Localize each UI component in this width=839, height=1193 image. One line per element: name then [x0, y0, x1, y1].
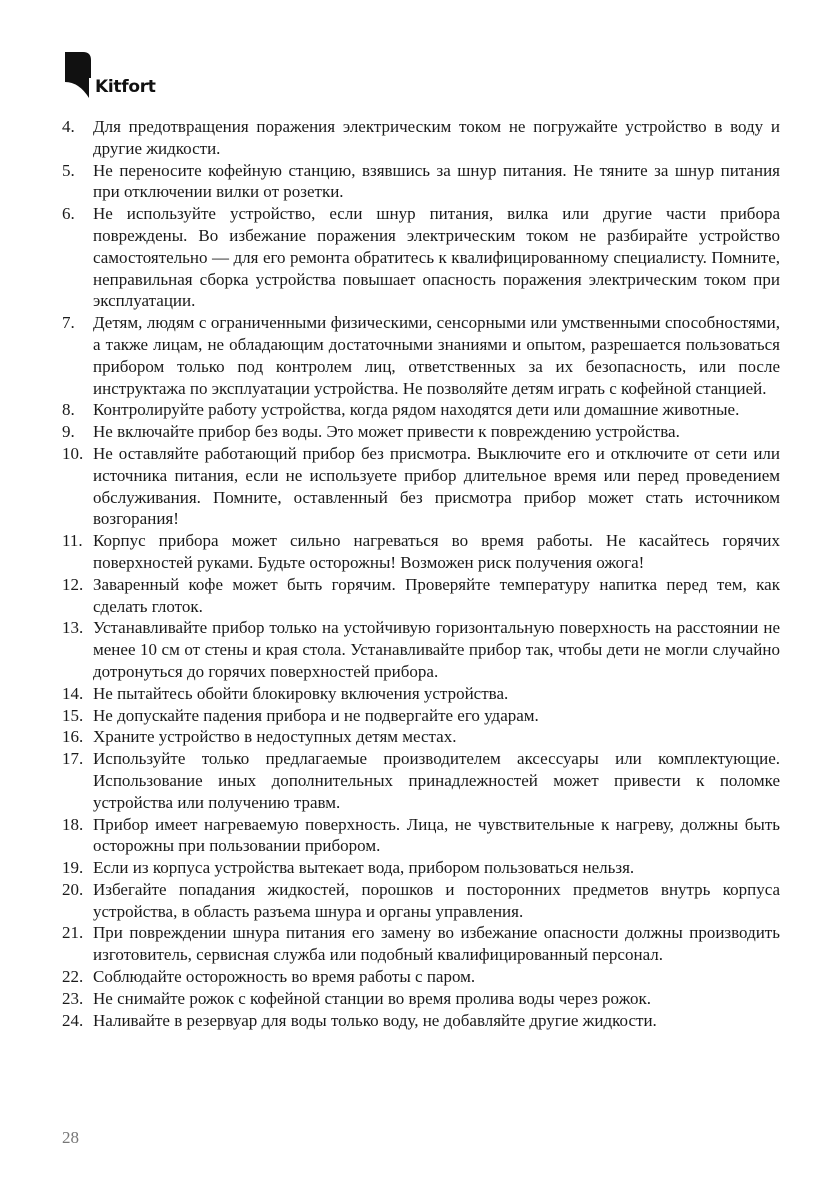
item-number: 20. — [62, 879, 84, 899]
item-text: Если из корпуса устройства вытекает вода, прибором пользоваться нельзя. — [93, 858, 635, 878]
item-text: Детям, людям с ограниченными физическими, сенсорными или умственными способностями, а также лицам, не обладающим достаточными знаниями и опытом, разрешается пользоваться прибором только под контролем лиц, ответственных за их безопасность, или после инструктажа по эксплуатации устройства. Не позволяйте детям играть с кофейной станцией. — [93, 313, 780, 398]
item-text: Не включайте прибор без воды. Это может привести к повреждению устройства. — [93, 422, 680, 442]
brand-logo — [63, 52, 163, 100]
list-item — [62, 966, 780, 988]
item-number: 8. — [62, 400, 75, 420]
item-text: Корпус прибора может сильно нагреваться во время работы. Не касайтесь горячих поверхностей руками. Будьте осторожны! Возможен риск получения ожога! — [93, 531, 780, 572]
item-number: 21. — [62, 923, 84, 943]
list-item — [62, 814, 780, 858]
list-item — [62, 988, 780, 1010]
item-number: 13. — [62, 618, 84, 638]
item-text: Соблюдайте осторожность во время работы с паром. — [93, 967, 476, 987]
item-text: Не допускайте падения прибора и не подвергайте его ударам. — [93, 705, 539, 725]
item-text: Храните устройство в недоступных детям местах. — [93, 727, 457, 747]
brand-name: Kitfort — [95, 77, 156, 97]
item-text: Не оставляйте работающий прибор без присмотра. Выключите его и отключите от сети или источника питания, если не используете прибор длительное время или перед проведением обслуживания. Помните, оставленный без присмотра прибор может стать источником возгорания! — [93, 443, 780, 529]
list-item — [62, 530, 780, 574]
item-number: 7. — [62, 313, 75, 333]
item-number: 11. — [62, 531, 83, 551]
item-text: Не пытайтесь обойти блокировку включения устройства. — [93, 683, 509, 703]
item-text: Не снимайте рожок с кофейной станции во время пролива воды через рожок. — [93, 988, 651, 1008]
list-item — [62, 399, 780, 421]
item-number: 6. — [62, 204, 75, 224]
item-text: Прибор имеет нагреваемую поверхность. Лица, не чувствительные к нагреву, должны быть осторожны при пользовании прибором. — [93, 814, 780, 856]
list-item — [62, 116, 780, 160]
list-item — [62, 312, 780, 399]
list-item — [62, 421, 780, 443]
item-number: 14. — [62, 683, 84, 703]
list-item — [62, 203, 780, 312]
item-text: Устанавливайте прибор только на устойчивую горизонтальную поверхность на расстоянии не менее 10 см от стены и края стола. Устанавливайте прибор так, чтобы дети не могли случайно дотронуться до горячих поверхностей прибора. — [93, 618, 780, 681]
item-text: Не переносите кофейную станцию, взявшись за шнур питания. Не тяните за шнур питания при отключении вилки от розетки. — [93, 160, 780, 202]
list-item — [62, 922, 780, 966]
item-number: 15. — [62, 705, 84, 725]
item-number: 19. — [62, 858, 84, 878]
list-item — [62, 443, 780, 530]
list-item — [62, 683, 780, 705]
item-text: Заваренный кофе может быть горячим. Проверяйте температуру напитка перед тем, как сделать глоток. — [93, 574, 780, 616]
kitfort-logo-icon — [63, 52, 91, 98]
item-number: 4. — [62, 117, 75, 136]
item-text: Наливайте в резервуар для воды только воду, не добавляйте другие жидкости. — [93, 1010, 657, 1030]
item-number: 5. — [62, 160, 75, 180]
item-number: 16. — [62, 727, 84, 747]
item-number: 9. — [62, 422, 75, 442]
item-number: 24. — [62, 1010, 84, 1030]
list-item — [62, 857, 780, 879]
item-number: 22. — [62, 967, 84, 987]
item-text: Не используйте устройство, если шнур питания, вилка или другие части прибора повреждены. Во избежание поражения электрическим током не разбирайте устройство самостоятельно — для его ремонта обратитесь к квалифицированному специалисту. Помните, неправильная сборка устройства повышает опасность поражения электрическим током при эксплуатации. — [93, 204, 780, 311]
safety-instructions-list — [62, 116, 780, 1031]
item-number: 10. — [62, 443, 84, 463]
item-number: 23. — [62, 988, 84, 1008]
item-number: 18. — [62, 814, 84, 834]
list-item — [62, 748, 780, 813]
list-item — [62, 574, 780, 618]
list-item — [62, 617, 780, 682]
page-number: 28 — [62, 1128, 79, 1147]
item-number: 17. — [62, 749, 84, 769]
item-text: Избегайте попадания жидкостей, порошков и посторонних предметов внутрь корпуса устройства, в область разъема шнура и органы управления. — [93, 879, 780, 921]
list-item — [62, 726, 780, 748]
item-number: 12. — [62, 574, 84, 594]
item-text: Контролируйте работу устройства, когда рядом находятся дети или домашние животные. — [93, 400, 740, 420]
list-item — [62, 1010, 780, 1032]
list-item — [62, 160, 780, 204]
list-item — [62, 705, 780, 727]
item-text: Используйте только предлагаемые производителем аксессуары или комплектующие. Использование иных дополнительных принадлежностей может привести к поломке устройства или получению травм. — [93, 749, 780, 812]
item-text: Для предотвращения поражения электрическим током не погружайте устройство в воду и другие жидкости. — [93, 117, 780, 158]
item-text: При повреждении шнура питания его замену во избежание опасности должны производить изготовитель, сервисная служба или подобный квалифицированный персонал. — [93, 923, 780, 965]
list-item — [62, 879, 780, 923]
